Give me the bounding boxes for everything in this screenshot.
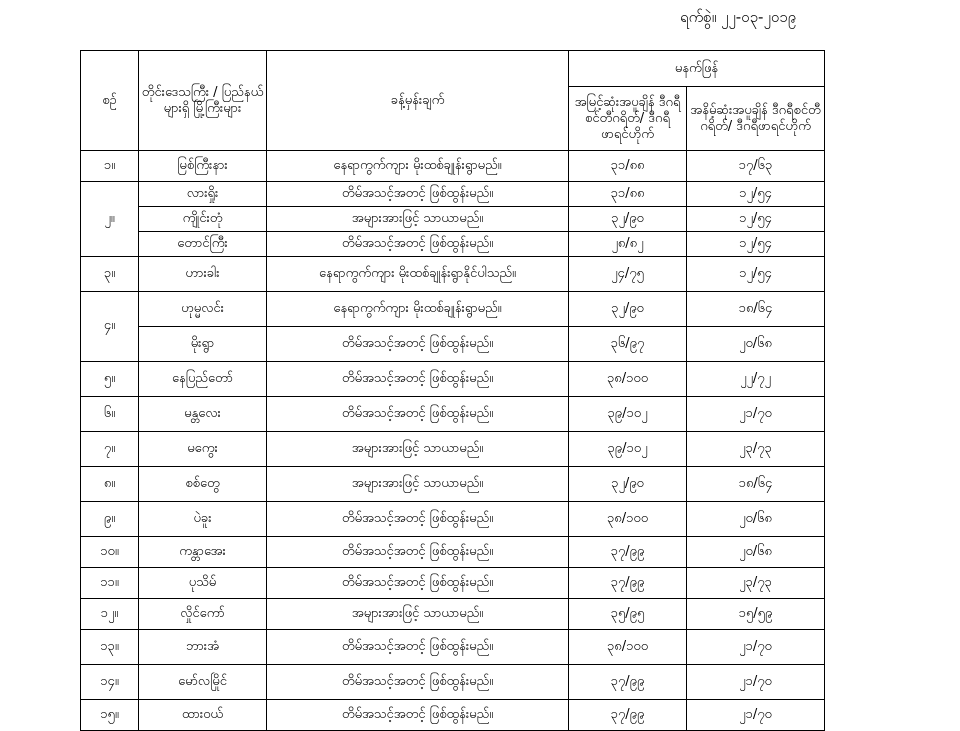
row-number: ၄။ <box>81 292 139 362</box>
row-max-temp: ၃၆/၉၇ <box>569 327 687 362</box>
row-number: ၂။ <box>81 182 139 257</box>
row-city: လှိုင်ကော် <box>139 599 267 630</box>
row-number: ၁။ <box>81 151 139 182</box>
row-city: လားရှိုး <box>139 182 267 207</box>
table-row <box>81 665 825 700</box>
table-row <box>81 397 825 432</box>
row-min-temp: ၁၂/၅၄ <box>687 182 825 207</box>
row-min-temp: ၂၁/၇၀ <box>687 700 825 731</box>
row-forecast: တိမ်အသင့်အတင့် ဖြစ်ထွန်းမည်။ <box>267 327 569 362</box>
row-number: ၅။ <box>81 362 139 397</box>
row-forecast: အများအားဖြင့် သာယာမည်။ <box>267 599 569 630</box>
table-row <box>81 257 825 292</box>
table-row <box>81 232 825 257</box>
row-max-temp: ၃၈/၁၀၀ <box>569 630 687 665</box>
row-max-temp: ၃၈/၁၀၀ <box>569 362 687 397</box>
table-row <box>81 327 825 362</box>
row-forecast: နေရာကွက်ကျား မိုးထစ်ချုန်းရွာမည်။ <box>267 292 569 327</box>
row-max-temp: ၃၂/၉၀ <box>569 467 687 502</box>
row-number: ၁၄။ <box>81 665 139 700</box>
header-max-temp: အမြင့်ဆုံးအပူချိန် ဒီဂရီစင်တီဂရိတ်/ ဒီဂရီဖာရင်ဟိုက် <box>569 87 687 151</box>
header-tomorrow: မနက်ဖြန် <box>569 51 825 87</box>
row-min-temp: ၂၀/၆၈ <box>687 327 825 362</box>
row-city: မော်လမြိုင် <box>139 665 267 700</box>
table-row <box>81 432 825 467</box>
row-forecast: တိမ်အသင့်အတင့် ဖြစ်ထွန်းမည်။ <box>267 362 569 397</box>
weather-forecast-table <box>80 50 825 731</box>
row-city: ဟားခါး <box>139 257 267 292</box>
row-city: ဘားအံ <box>139 630 267 665</box>
row-max-temp: ၃၇/၉၉ <box>569 568 687 599</box>
row-max-temp: ၃၉/၁၀၂ <box>569 397 687 432</box>
row-city: မိုးရွာ <box>139 327 267 362</box>
table-row <box>81 182 825 207</box>
row-min-temp: ၁၇/၆၃ <box>687 151 825 182</box>
row-min-temp: ၂၃/၇၃ <box>687 432 825 467</box>
table-row <box>81 537 825 568</box>
row-city: နေပြည်တော် <box>139 362 267 397</box>
row-number: ၁၃။ <box>81 630 139 665</box>
row-forecast: အများအားဖြင့် သာယာမည်။ <box>267 207 569 232</box>
row-min-temp: ၁၂/၅၄ <box>687 232 825 257</box>
row-max-temp: ၃၁/၈၈ <box>569 182 687 207</box>
row-max-temp: ၃၇/၉၉ <box>569 700 687 731</box>
row-number: ၆။ <box>81 397 139 432</box>
row-city: မြစ်ကြီးနား <box>139 151 267 182</box>
row-forecast: တိမ်အသင့်အတင့် ဖြစ်ထွန်းမည်။ <box>267 537 569 568</box>
row-max-temp: ၃၉/၁၀၂ <box>569 432 687 467</box>
row-number: ၉။ <box>81 502 139 537</box>
table-row <box>81 568 825 599</box>
row-city: ဟုမ္မလင်း <box>139 292 267 327</box>
row-city: ထားဝယ် <box>139 700 267 731</box>
row-max-temp: ၃၅/၉၅ <box>569 599 687 630</box>
row-forecast: အများအားဖြင့် သာယာမည်။ <box>267 467 569 502</box>
row-forecast: နေရာကွက်ကျား မိုးထစ်ချုန်းရွာနိုင်ပါသည်။ <box>267 257 569 292</box>
row-min-temp: ၁၈/၆၄ <box>687 467 825 502</box>
row-number: ၁၀။ <box>81 537 139 568</box>
table-row <box>81 292 825 327</box>
row-city: မန္တလေး <box>139 397 267 432</box>
row-city: ကျိုင်းတုံ <box>139 207 267 232</box>
row-max-temp: ၂၄/၇၅ <box>569 257 687 292</box>
row-city: မကွေး <box>139 432 267 467</box>
row-max-temp: ၃၇/၉၉ <box>569 537 687 568</box>
row-min-temp: ၂၁/၇၀ <box>687 397 825 432</box>
row-min-temp: ၂၀/၆၈ <box>687 537 825 568</box>
row-number: ၁၅။ <box>81 700 139 731</box>
row-min-temp: ၁၈/၆၄ <box>687 292 825 327</box>
table-row <box>81 599 825 630</box>
row-max-temp: ၂၈/၈၂ <box>569 232 687 257</box>
report-date: ရက်စွဲ။ ၂၂-၀၃-၂၀၁၉ <box>680 8 797 26</box>
row-min-temp: ၁၂/၅၄ <box>687 257 825 292</box>
row-city: တောင်ကြီး <box>139 232 267 257</box>
header-forecast: ခန့်မှန်းချက် <box>267 51 569 151</box>
table-row <box>81 502 825 537</box>
row-max-temp: ၃၂/၉၀ <box>569 292 687 327</box>
row-forecast: တိမ်အသင့်အတင့် ဖြစ်ထွန်းမည်။ <box>267 665 569 700</box>
row-forecast: တိမ်အသင့်အတင့် ဖြစ်ထွန်းမည်။ <box>267 630 569 665</box>
row-city: ပဲခူး <box>139 502 267 537</box>
row-forecast: အများအားဖြင့် သာယာမည်။ <box>267 432 569 467</box>
header-region: တိုင်းဒေသကြီး / ပြည်နယ်များရှိ မြို့ကြီးများ <box>139 51 267 151</box>
row-min-temp: ၂၀/၆၈ <box>687 502 825 537</box>
row-max-temp: ၃၁/၈၈ <box>569 151 687 182</box>
row-min-temp: ၁၅/၅၉ <box>687 599 825 630</box>
row-min-temp: ၂၁/၇၀ <box>687 665 825 700</box>
row-max-temp: ၃၈/၁၀၀ <box>569 502 687 537</box>
row-min-temp: ၂၁/၇၀ <box>687 630 825 665</box>
row-city: ကန္တာအေး <box>139 537 267 568</box>
row-forecast: နေရာကွက်ကျား မိုးထစ်ချုန်းရွာမည်။ <box>267 151 569 182</box>
row-forecast: တိမ်အသင့်အတင့် ဖြစ်ထွန်းမည်။ <box>267 397 569 432</box>
row-number: ၈။ <box>81 467 139 502</box>
row-min-temp: ၂၂/၇၂ <box>687 362 825 397</box>
row-forecast: တိမ်အသင့်အတင့် ဖြစ်ထွန်းမည်။ <box>267 182 569 207</box>
table-row <box>81 362 825 397</box>
row-number: ၃။ <box>81 257 139 292</box>
row-max-temp: ၃၇/၉၉ <box>569 665 687 700</box>
table-row <box>81 467 825 502</box>
table-row <box>81 151 825 182</box>
row-forecast: တိမ်အသင့်အတင့် ဖြစ်ထွန်းမည်။ <box>267 502 569 537</box>
row-number: ၇။ <box>81 432 139 467</box>
table-row <box>81 207 825 232</box>
header-min-temp: အနိမ့်ဆုံးအပူချိန် ဒီဂရီစင်တီဂရိတ်/ ဒီဂရီဖာရင်ဟိုက် <box>687 87 825 151</box>
row-max-temp: ၃၂/၉၀ <box>569 207 687 232</box>
row-min-temp: ၂၃/၇၃ <box>687 568 825 599</box>
row-forecast: တိမ်အသင့်အတင့် ဖြစ်ထွန်းမည်။ <box>267 568 569 599</box>
row-forecast: တိမ်အသင့်အတင့် ဖြစ်ထွန်းမည်။ <box>267 232 569 257</box>
row-city: ပုသိမ် <box>139 568 267 599</box>
row-city: စစ်တွေ <box>139 467 267 502</box>
row-forecast: တိမ်အသင့်အတင့် ဖြစ်ထွန်းမည်။ <box>267 700 569 731</box>
header-number: စဉ် <box>81 51 139 151</box>
table-row <box>81 700 825 731</box>
row-number: ၁၂။ <box>81 599 139 630</box>
table-row <box>81 630 825 665</box>
row-min-temp: ၁၂/၅၄ <box>687 207 825 232</box>
row-number: ၁၁။ <box>81 568 139 599</box>
